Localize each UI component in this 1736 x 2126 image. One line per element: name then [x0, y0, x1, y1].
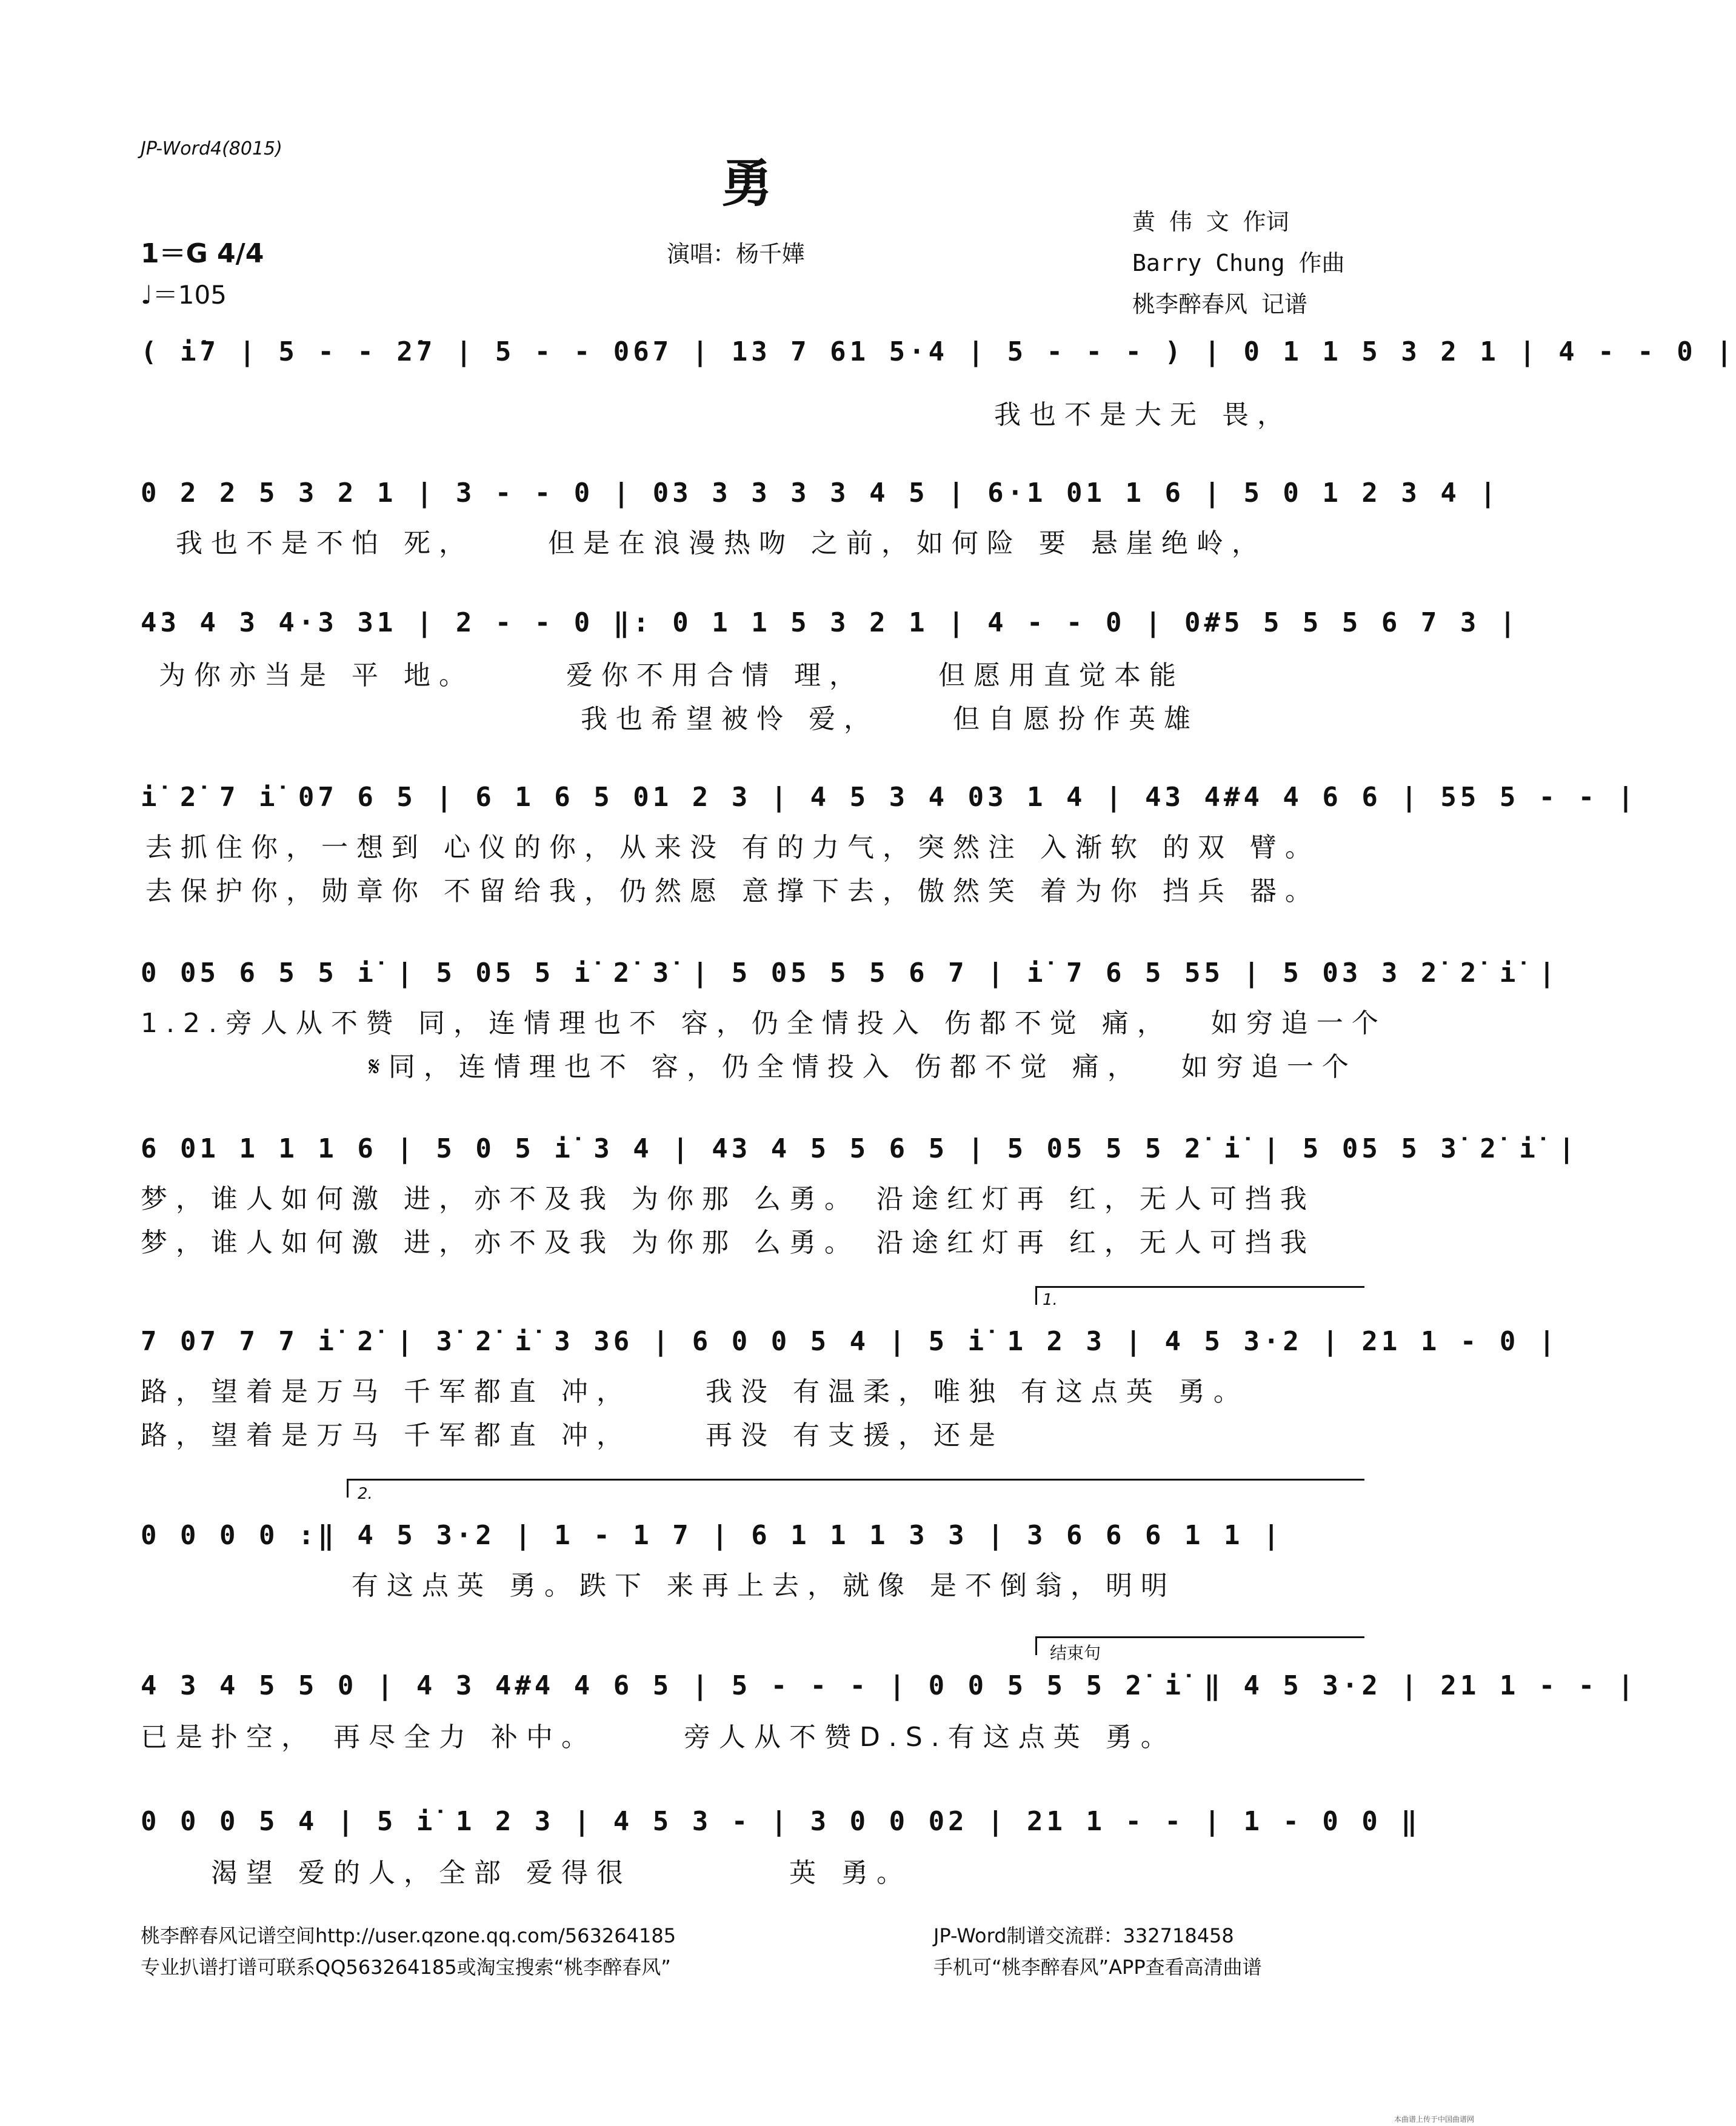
lyric-line-10a: 渴望 爱的人，全部 爱得很 英 勇。 [141, 1858, 912, 1888]
song-title: 勇 [721, 153, 773, 213]
composer-credit: Barry Chung 作曲 [1132, 250, 1345, 276]
notation-line-7: 7 07 7 7 i̇ 2̇ | 3̇ 2̇ i̇ 3 36 | 6 0 0 5 4 | 5 i̇ 1 2 3 | 4 5 3·2 | 21 1 - 0 | [141, 1326, 1559, 1357]
coda-label: 结束句 [1050, 1643, 1101, 1663]
notation-line-10: 0 0 0 5 4 | 5 i̇ 1 2 3 | 4 5 3 - | 3 0 0 02 | 21 1 - - | 1 - 0 0 ‖ [141, 1806, 1421, 1837]
notation-line-2: 0 2 2 5 3 2 1 | 3 - - 0 | 03 3 3 3 3 4 5 | 6·1 01 1 6 | 5 0 1 2 3 4 | [141, 478, 1500, 508]
footer-right-line-2: 手机可“桃李醉春风”APP查看高清曲谱 [933, 1956, 1262, 1979]
notation-line-5: 0 05 6 5 5 i̇ | 5 05 5 i̇ 2̇ 3̇ | 5 05 5 5 6 7 | i̇ 7 6 5 55 | 5 03 3 2̇ 2̇ i̇ | [141, 958, 1559, 988]
key-signature: 1＝G 4/4 [141, 238, 264, 269]
upload-stamp: 本曲谱上传于中国曲谱网 [1394, 2115, 1475, 2124]
lyric-line-5a: 1.2.旁人从不赞 同，连情理也不 容，仍全情投入 伤都不觉 痛， 如穷追一个 [141, 1008, 1387, 1039]
second-ending-bracket [347, 1479, 1364, 1498]
footer-right-line-1: JP-Word制谱交流群：332718458 [933, 1924, 1234, 1947]
footer-right [933, 1920, 1262, 1983]
lyric-line-9a: 已是扑空， 再尽全力 补中。 旁人从不赞D.S.有这点英 勇。 [141, 1722, 1176, 1753]
notation-line-8: 0 0 0 0 :‖ 4 5 3·2 | 1 - 1 7 | 6 1 1 1 3 3 | 3 6 6 6 1 1 | [141, 1520, 1283, 1551]
lyricist-credit: 黄 伟 文 作词 [1132, 208, 1289, 235]
lyric-line-8a: 有这点英 勇。跌下 来再上去，就像 是不倒翁，明明 [141, 1570, 1176, 1601]
notation-line-3: 43 4 3 4·3 31 | 2 - - 0 ‖: 0 1 1 5 3 2 1 | 4 - - 0 | 0#5 5 5 5 6 7 3 | [141, 607, 1520, 638]
lyric-line-4a: 去抓住你，一想到 心仪的你，从来没 有的力气，突然注 入渐软 的双 臂。 [145, 832, 1320, 863]
lyric-line-4b: 去保护你，勋章你 不留给我，仍然愿 意撑下去，傲然笑 着为你 挡兵 器。 [145, 876, 1320, 907]
footer-left-line-1: 桃李醉春风记谱空间http://user.qzone.qq.com/563264185 [141, 1924, 676, 1947]
lyric-line-1a: 我也不是大无 畏， [994, 399, 1292, 430]
footer-left [141, 1920, 676, 1983]
first-ending-label: 1. [1043, 1291, 1058, 1309]
lyric-line-5b: 𝄋同，连情理也不 容，仍全情投入 伤都不觉 痛， 如穷追一个 [141, 1051, 1357, 1082]
lyric-line-3a: 为你亦当是 平 地。 爱你不用合情 理， 但愿用直觉本能 [159, 660, 1184, 691]
app-label: JP-Word4(8015) [141, 138, 282, 159]
transcriber-credit: 桃李醉春风 记谱 [1132, 291, 1307, 318]
notation-line-9: 4 3 4 5 5 0 | 4 3 4#4 4 6 5 | 5 - - - | 0 0 5 5 5 2̇ i̇ ‖ 4 5 3·2 | 21 1 - - | [141, 1670, 1638, 1701]
lyric-line-3b: 我也希望被怜 爱， 但自愿扮作英雄 [159, 704, 1199, 735]
first-ending-bracket [1035, 1286, 1364, 1305]
lyric-line-2a: 我也不是不怕 死， 但是在浪漫热吻 之前，如何险 要 悬崖绝岭， [176, 528, 1267, 559]
lyric-line-7a: 路，望着是万马 千军都直 冲， 我没 有温柔，唯独 有这点英 勇。 [141, 1376, 1249, 1407]
tempo-marking: ♩＝105 [141, 280, 227, 310]
second-ending-label: 2. [358, 1485, 373, 1503]
notation-line-1: ( i̇7 | 5 - - 2̇7 | 5 - - 067 | 13 7 61 5·4 | 5 - - - ) | 0 1 1 5 3 2 1 | 4 - - 0 | [141, 336, 1736, 367]
lyric-line-6b: 梦，谁人如何激 进，亦不及我 为你那 么勇。 沿途红灯再 红，无人可挡我 [141, 1227, 1315, 1258]
lyric-line-7b: 路，望着是万马 千军都直 冲， 再没 有支援，还是 [141, 1420, 1004, 1451]
notation-line-4: i̇ 2̇ 7 i̇ 07 6 5 | 6 1 6 5 01 2 3 | 4 5 3 4 03 1 4 | 43 4#4 4 6 6 | 55 5 - - | [141, 782, 1638, 813]
footer-left-line-2: 专业扒谱打谱可联系QQ563264185或淘宝搜索“桃李醉春风” [141, 1956, 671, 1979]
credits-block [1132, 201, 1345, 325]
lyric-line-6a: 梦，谁人如何激 进，亦不及我 为你那 么勇。 沿途红灯再 红，无人可挡我 [141, 1184, 1315, 1215]
notation-line-6: 6 01 1 1 1 6 | 5 0 5 i̇ 3 4 | 43 4 5 5 6 5 | 5 05 5 5 2̇ i̇ | 5 05 5 3̇ 2̇ i̇ | [141, 1133, 1578, 1164]
singer-credit: 演唱：杨千嬅 [667, 241, 806, 267]
